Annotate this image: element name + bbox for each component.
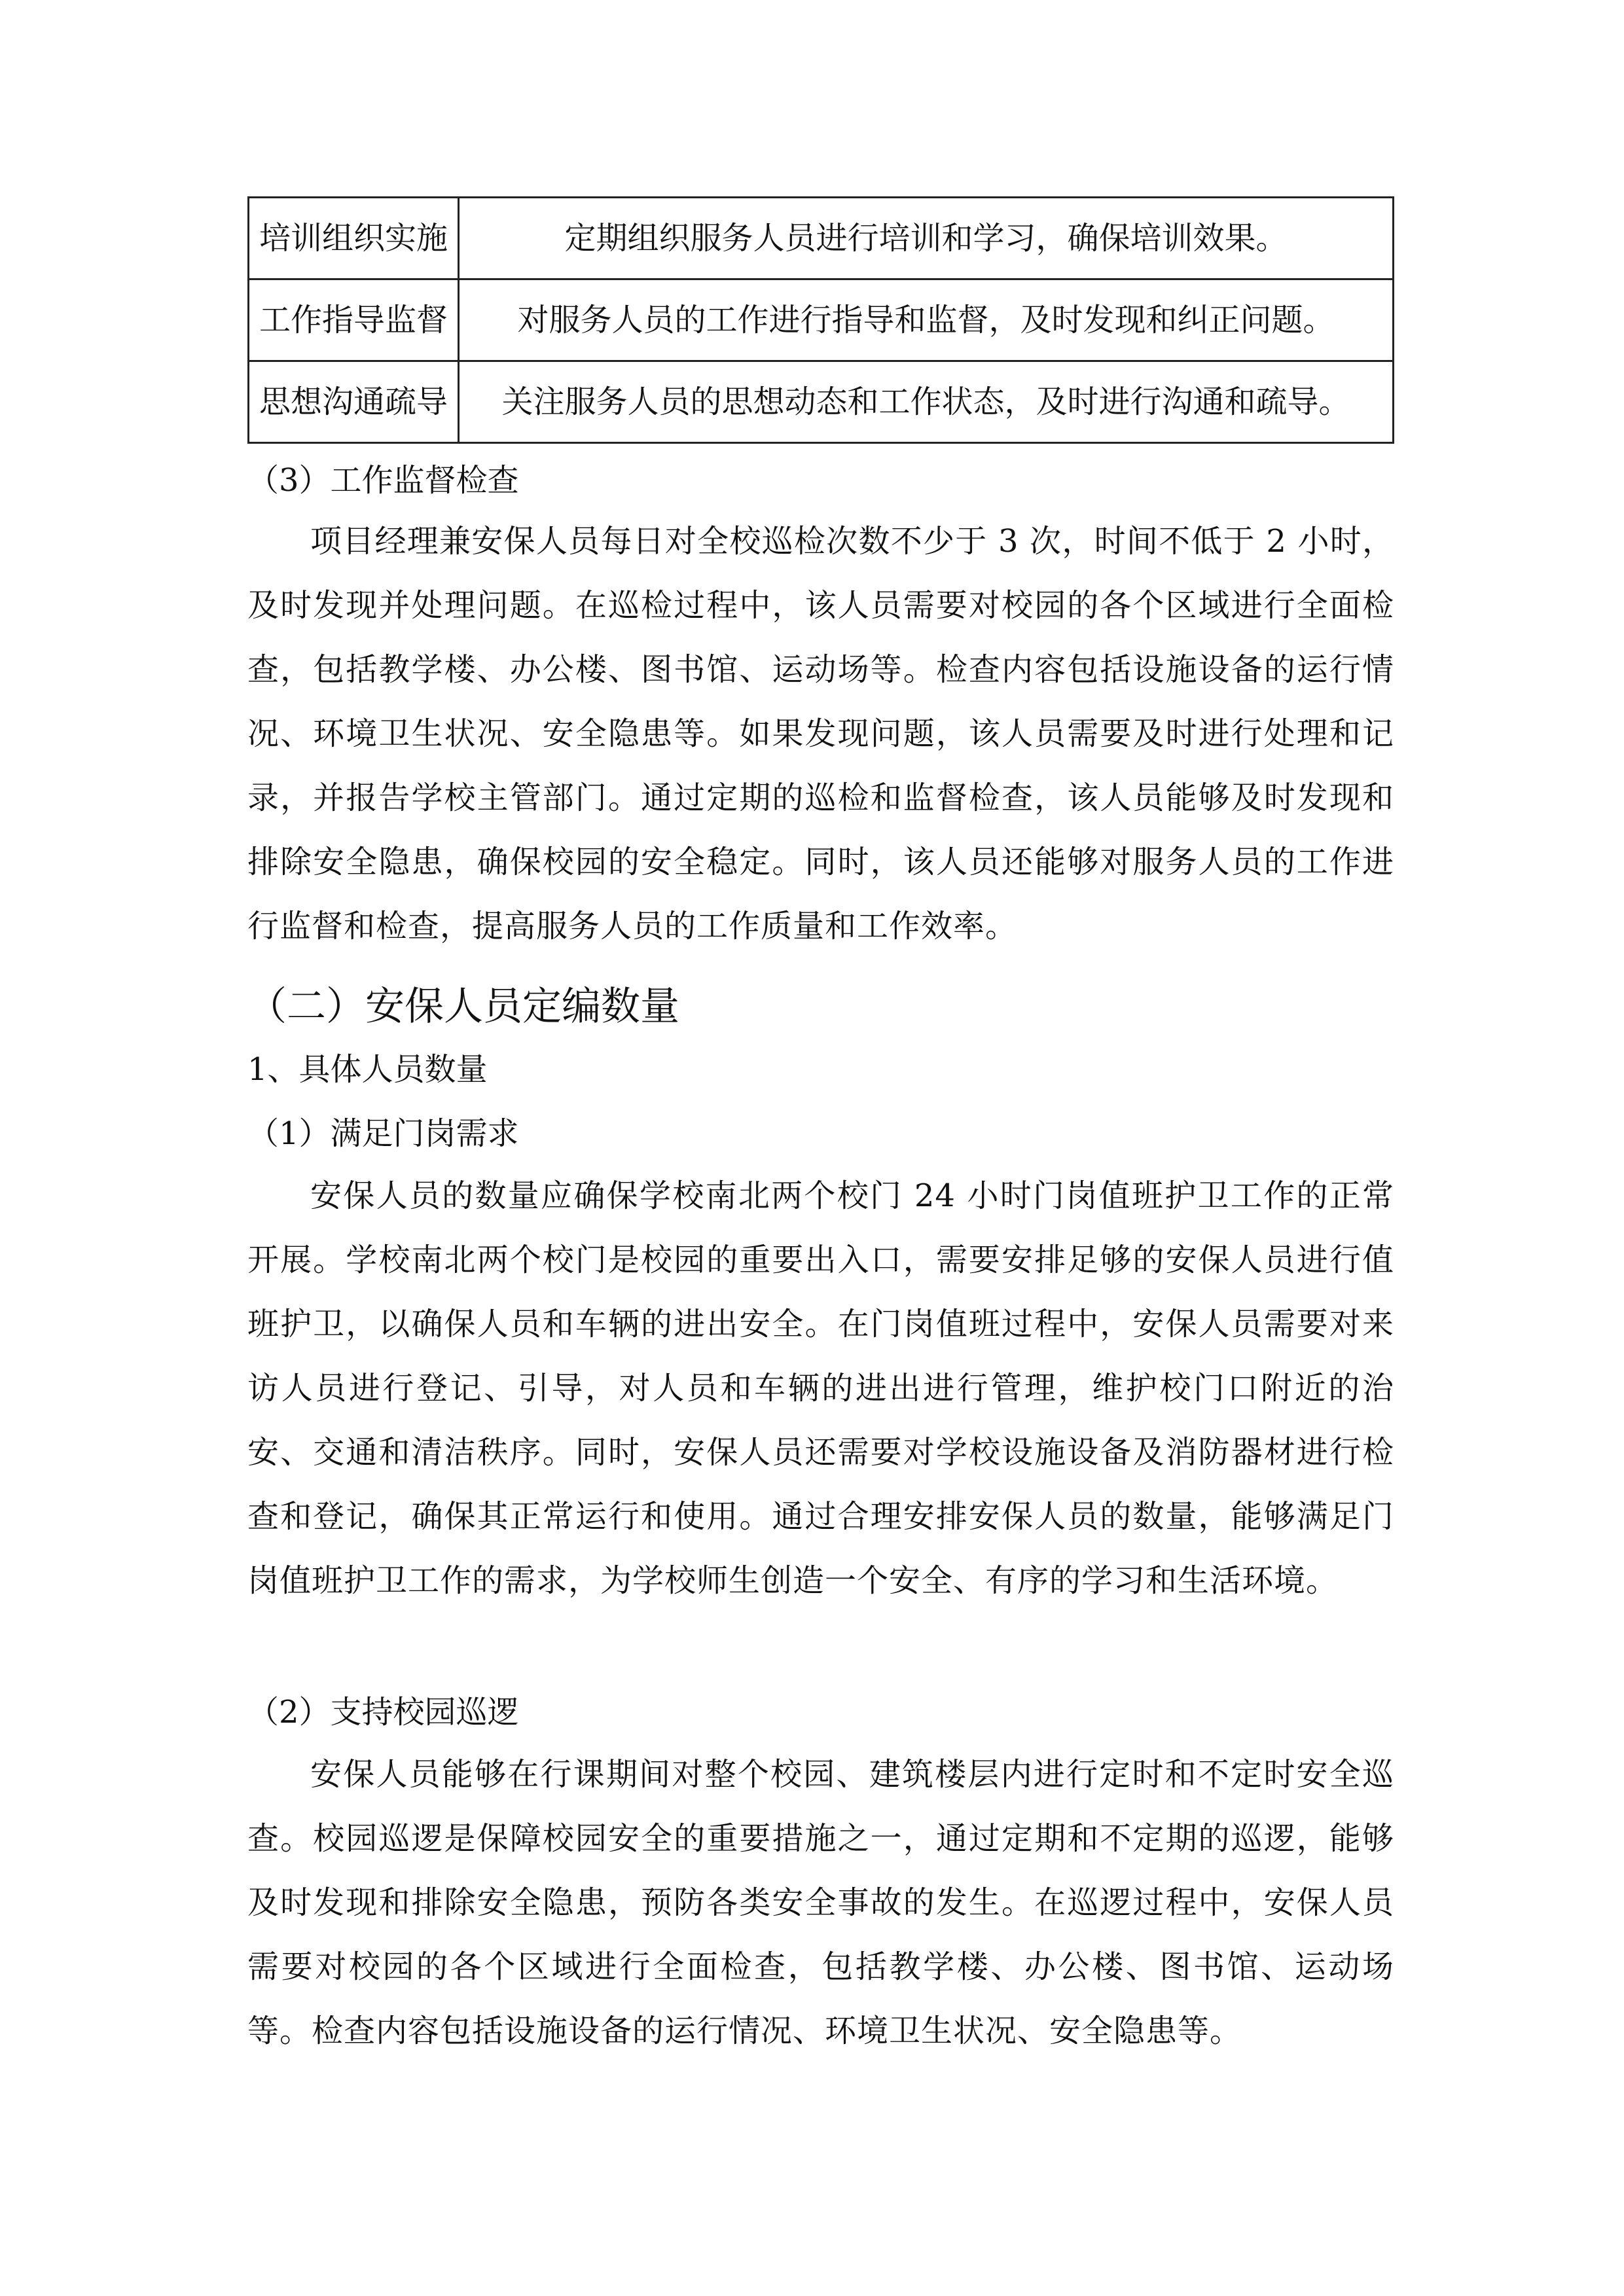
table-cell-duty: 思想沟通疏导 <box>249 361 459 443</box>
paragraph-supervision: 项目经理兼安保人员每日对全校巡检次数不少于 3 次，时间不低于 2 小时，及时发现并处理问题。在巡检过程中，该人员需要对校园的各个区域进行全面检查，包括教学楼、办公楼、图书馆、运动场等。检查内容包括设施设备的运行情况、环境卫生状况、安全隐患等。如果发现问题，该人员需要及时进行处理和记录，并报告学校主管部门。通过定期的巡检和监督检查，该人员能够及时发现和排除安全隐患，确保校园的安全稳定。同时，该人员还能够对服务人员的工作进行监督和检查，提高服务人员的工作质量和工作效率。 <box>247 523 1394 944</box>
table-row <box>249 279 1394 361</box>
table-cell-description: 关注服务人员的思想动态和工作状态，及时进行沟通和疏导。 <box>459 361 1394 443</box>
subsection-heading-gate: （1）满足门岗需求 <box>247 1115 519 1152</box>
table-cell-duty: 工作指导监督 <box>249 279 459 361</box>
subsection-heading-supervision: （3）工作监督检查 <box>247 462 519 499</box>
item-heading-headcount: 1、具体人员数量 <box>247 1051 488 1088</box>
table-cell-description: 对服务人员的工作进行指导和监督，及时发现和纠正问题。 <box>459 279 1394 361</box>
duty-table <box>247 196 1394 444</box>
table-row <box>249 361 1394 443</box>
paragraph-patrol: 安保人员能够在行课期间对整个校园、建筑楼层内进行定时和不定时安全巡查。校园巡逻是保障校园安全的重要措施之一，通过定期和不定期的巡逻，能够及时发现和排除安全隐患，预防各类安全事故的发生。在巡逻过程中，安保人员需要对校园的各个区域进行全面检查，包括教学楼、办公楼、图书馆、运动场等。检查内容包括设施设备的运行情况、环境卫生状况、安全隐患等。 <box>247 1756 1394 2049</box>
section-heading-staffing: （二）安保人员定编数量 <box>247 984 679 1030</box>
paragraph-gate: 安保人员的数量应确保学校南北两个校门 24 小时门岗值班护卫工作的正常开展。学校南北两个校门是校园的重要出入口，需要安排足够的安保人员进行值班护卫，以确保人员和车辆的进出安全。在门岗值班过程中，安保人员需要对来访人员进行登记、引导，对人员和车辆的进出进行管理，维护校门口附近的治安、交通和清洁秩序。同时，安保人员还需要对学校设施设备及消防器材进行检查和登记，确保其正常运行和使用。通过合理安排安保人员的数量，能够满足门岗值班护卫工作的需求，为学校师生创造一个安全、有序的学习和生活环境。 <box>247 1177 1394 1599</box>
subsection-heading-patrol: （2）支持校园巡逻 <box>247 1694 519 1731</box>
table-cell-duty: 培训组织实施 <box>249 198 459 279</box>
table-cell-description: 定期组织服务人员进行培训和学习，确保培训效果。 <box>459 198 1394 279</box>
table-row <box>249 198 1394 279</box>
